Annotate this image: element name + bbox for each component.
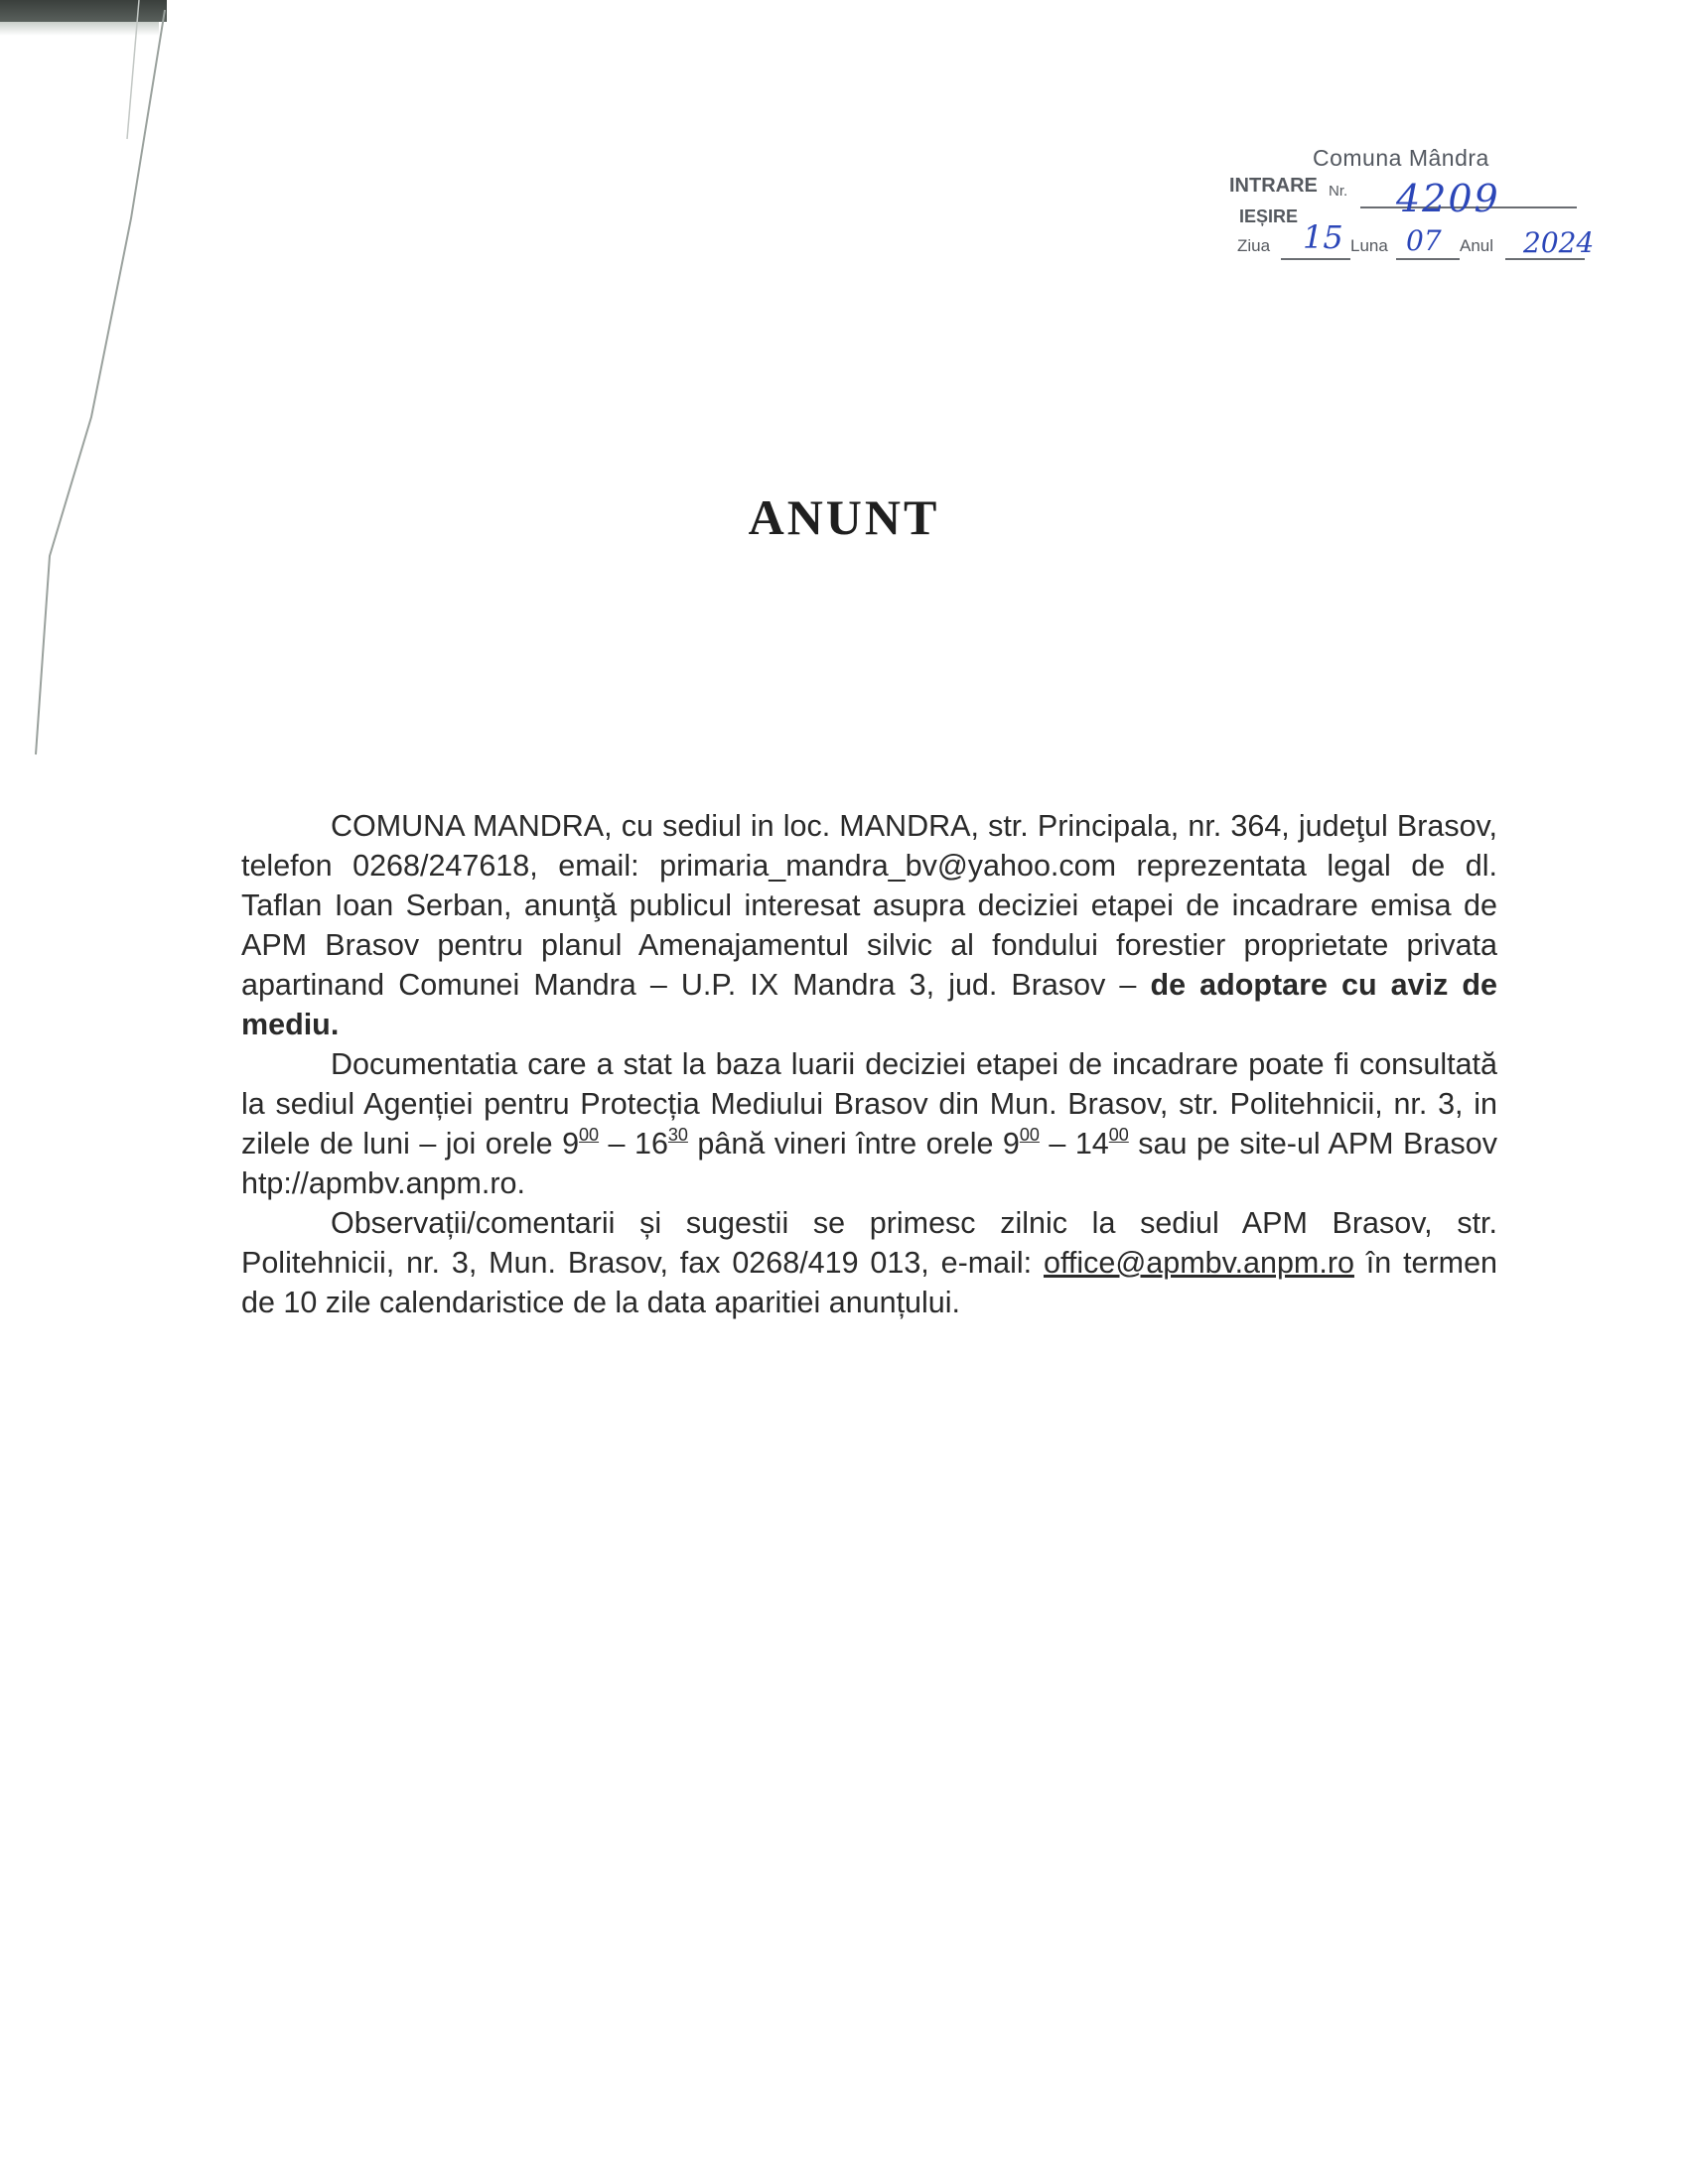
stamp-title: Comuna Mândra bbox=[1313, 145, 1489, 171]
paragraph-announcement bbox=[241, 806, 1497, 1044]
paragraph1-text: COMUNA MANDRA, cu sediul in loc. MANDRA, str. Principala, nr. 364, judeţul Brasov, telefon 0268/247618, email: primaria_mandra_bv@yahoo.com reprezentata legal de dl. Taflan Ioan Serban, anunţă publicul interesat asupra deciziei etapei de incadrare emisa de APM Brasov pentru planul Amenajamentul silvic al fondului forestier proprietate privata apartinand Comunei Mandra – U.P. IX Mandra 3, jud. Brasov – bbox=[241, 809, 1497, 1002]
stamp-iesire-label: IEȘIRE bbox=[1239, 206, 1299, 226]
stamp-intrare-label: INTRARE bbox=[1229, 175, 1318, 197]
stamp-anul-value: 2024 bbox=[1523, 226, 1595, 259]
stamp-luna-label: Luna bbox=[1350, 236, 1388, 255]
paragraph1-bold-text: de adoptare cu aviz de mediu. bbox=[241, 968, 1497, 1041]
email-link[interactable]: office@apmbv.anpm.ro bbox=[1043, 1246, 1354, 1280]
scan-edge-fade bbox=[0, 22, 159, 36]
paragraph2-part2: – 16 bbox=[599, 1127, 668, 1160]
paragraph2-part5: sau pe site-ul APM Brasov htp://apmbv.anpm.ro. bbox=[241, 1127, 1497, 1200]
hours-sup-3: 00 bbox=[1019, 1125, 1040, 1145]
stamp-luna-line bbox=[1396, 258, 1460, 260]
stamp-ziua-line bbox=[1281, 258, 1350, 260]
paragraph2-part4: – 14 bbox=[1039, 1127, 1109, 1160]
paragraph2-part1: Documentatia care a stat la baza luarii deciziei etapei de incadrare poate fi consultată la sediul Agenției pentru Protecția Mediului Brasov din Mun. Brasov, str. Politehnicii, nr. 3, in zilele de luni – joi orele 9 bbox=[241, 1047, 1497, 1160]
paragraph3-part2: în termen de 10 zile calendaristice de la data aparitiei anunțului. bbox=[241, 1246, 1497, 1319]
hours-sup-4: 00 bbox=[1108, 1125, 1129, 1145]
stamp-luna-value: 07 bbox=[1406, 224, 1442, 257]
stamp-nr-label: Nr. bbox=[1329, 183, 1348, 200]
stamp-ziua-value: 15 bbox=[1303, 218, 1343, 256]
paragraph2-part3: până vineri între orele 9 bbox=[687, 1127, 1020, 1160]
announcement-body bbox=[241, 806, 1497, 1322]
paragraph-observations bbox=[241, 1203, 1497, 1322]
stamp-anul-label: Anul bbox=[1460, 236, 1494, 255]
hours-sup-1: 00 bbox=[579, 1125, 600, 1145]
stamp-ziua-label: Ziua bbox=[1237, 236, 1271, 255]
paragraph3-part1: Observații/comentarii și sugestii se primesc zilnic la sediul APM Brasov, str. Politehnicii, nr. 3, Mun. Brasov, fax 0268/419 013, e-mail: bbox=[241, 1206, 1497, 1280]
scan-edge-shadow bbox=[0, 0, 167, 22]
paragraph-documentation bbox=[241, 1044, 1497, 1203]
registration-stamp bbox=[1229, 139, 1607, 268]
stamp-nr-value: 4209 bbox=[1396, 177, 1500, 220]
document-title: ANUNT bbox=[748, 489, 940, 545]
hours-sup-2: 30 bbox=[667, 1125, 688, 1145]
